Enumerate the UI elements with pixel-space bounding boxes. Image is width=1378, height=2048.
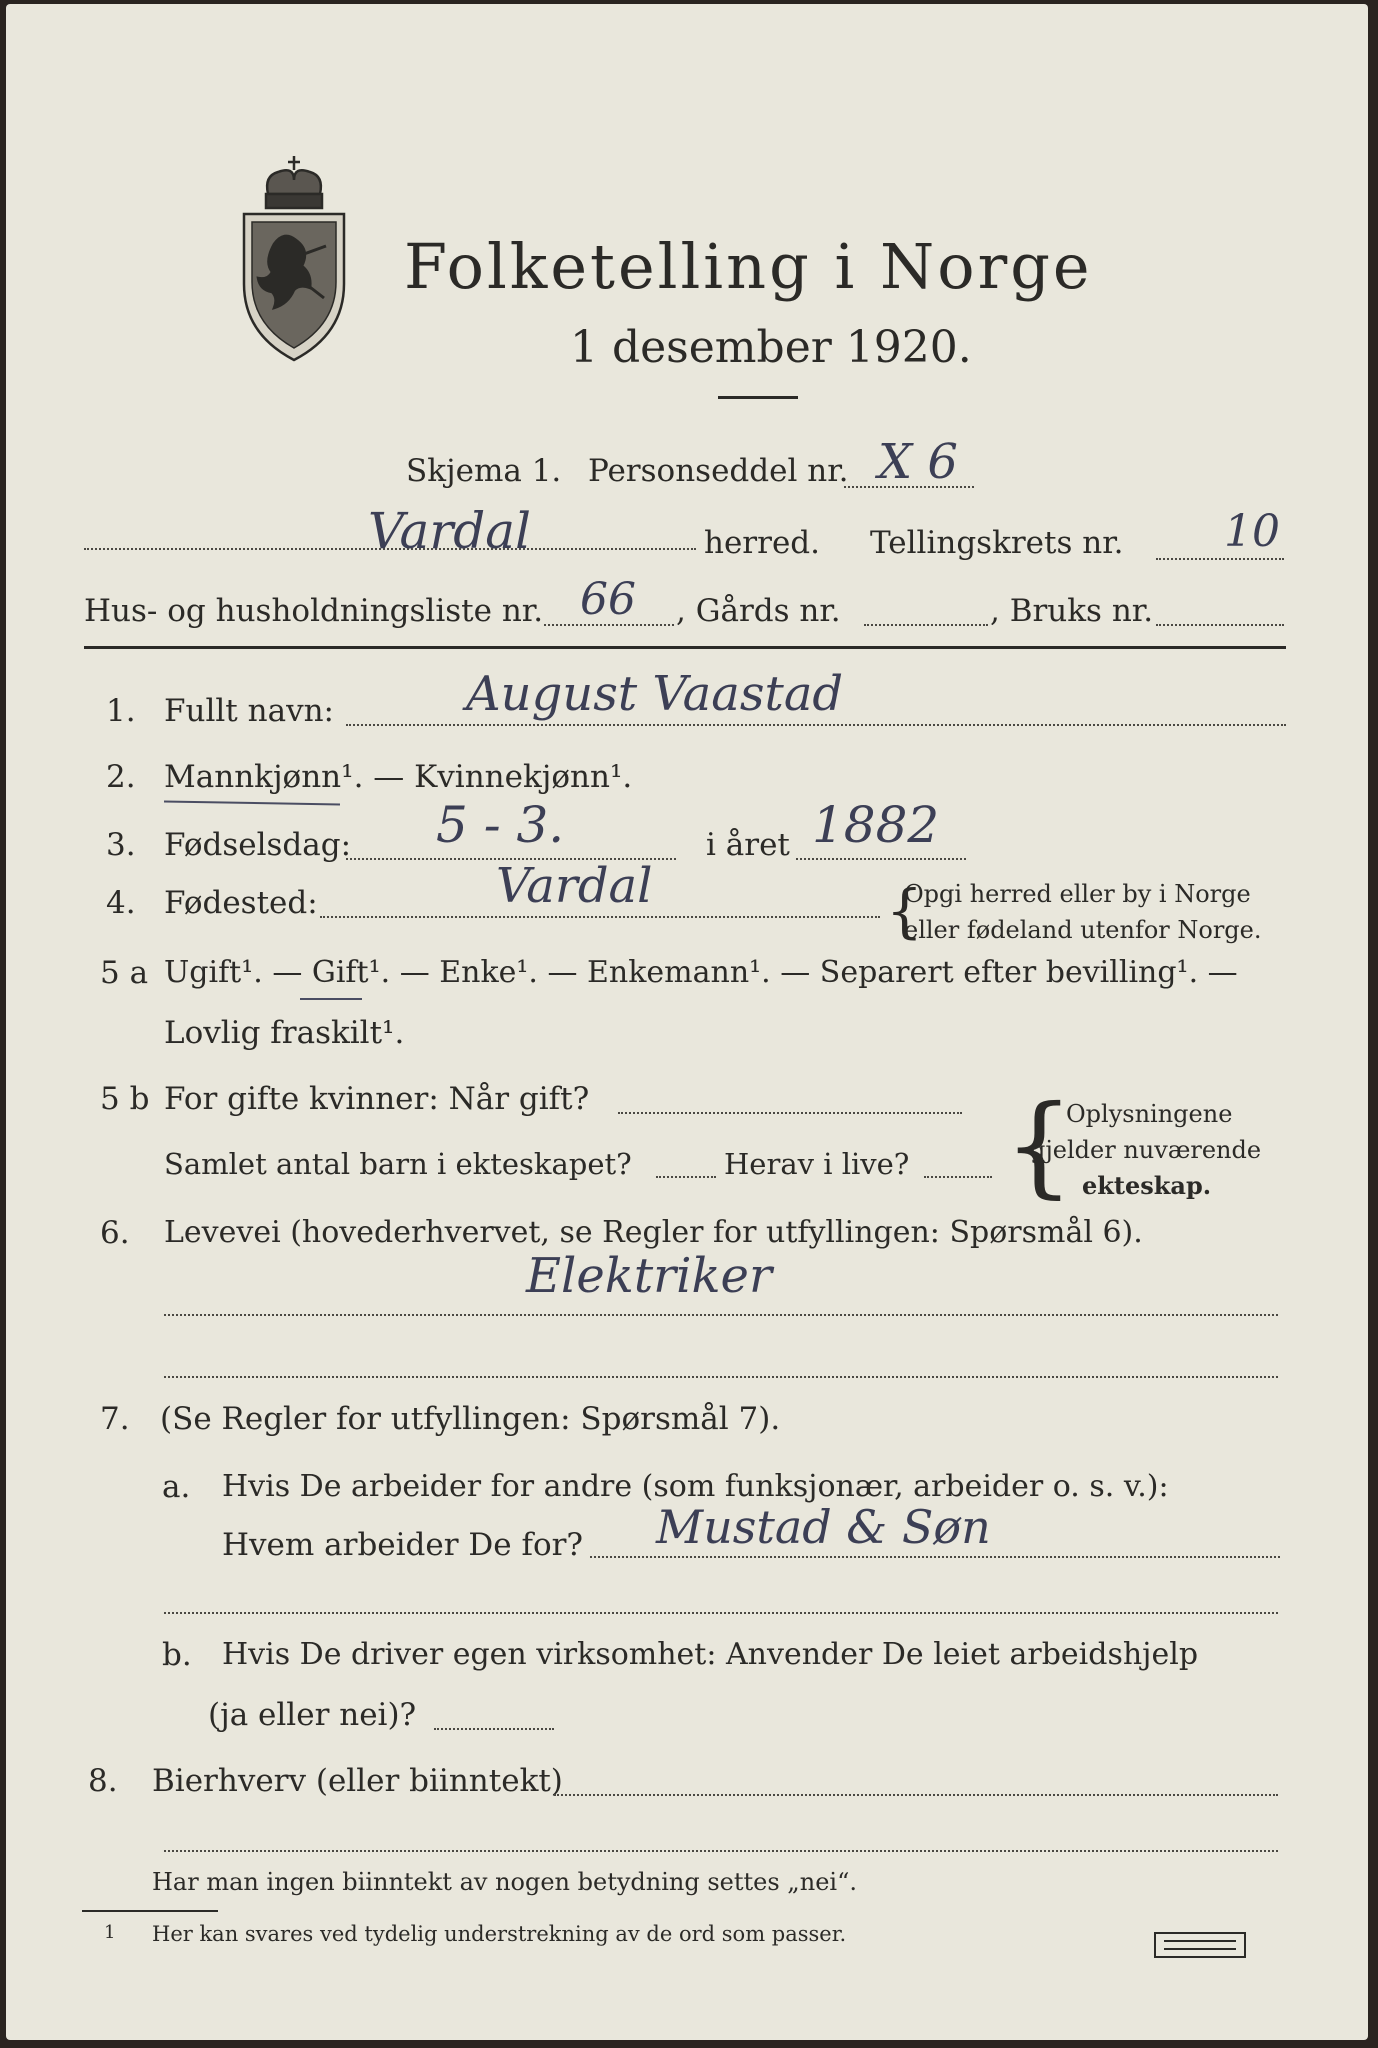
q5a-number: 5 a [100,955,149,991]
q5b-line2a: Samlet antal barn i ekteskapet? [164,1147,632,1181]
q4-number: 4. [106,885,136,921]
q3-year-label: i året [706,827,790,863]
q5b-line2b: Herav i live? [724,1147,910,1181]
q5b-line1: For gifte kvinner: Når gift? [164,1081,590,1117]
q1-label: Fullt navn: [164,693,334,729]
q2-label: Mannkjønn¹. — Kvinnekjønn¹. [164,759,633,795]
printer-stamp-icon [1154,1932,1246,1958]
q7a-line2: Hvem arbeider De for? [222,1527,584,1563]
q7a-value: Mustad & Søn [656,1500,991,1554]
q5b-number: 5 b [100,1081,150,1117]
q5a-line1: Ugift¹. — Gift¹. — Enke¹. — Enkemann¹. — Separert efter bevilling¹. — [164,955,1238,990]
norwegian-coat-of-arms-icon [234,154,354,364]
bottom-note: Har man ingen biinntekt av nogen betydning settes „nei“. [152,1868,857,1896]
q5a-underline-gift [300,998,362,1000]
bruks-line [1156,624,1284,626]
q7b-line1: Hvis De driver egen virksomhet: Anvender De leiet arbeidshjelp [222,1637,1199,1672]
personseddel-value: X 6 [878,434,958,490]
q3-number: 3. [106,827,136,863]
q5b-note-line3: ekteskap. [1082,1171,1212,1200]
q5b-live-line [924,1176,992,1178]
tellingskrets-value: 10 [1224,506,1280,557]
q4-brace: { [886,877,923,945]
header-rule [84,646,1286,649]
q3-value: 5 - 3. [436,796,565,854]
q7-label: (Se Regler for utfyllingen: Spørsmål 7). [160,1401,781,1437]
q3-year-value: 1882 [812,796,940,854]
q5b-barn-line [656,1176,716,1178]
husliste-label: Hus- og husholdningsliste nr. [84,593,544,629]
q5a-line2: Lovlig fraskilt¹. [164,1015,405,1051]
skjema-label: Skjema 1. [406,453,562,489]
form-date: 1 desember 1920. [570,322,972,373]
tellingskrets-line [1156,558,1284,560]
q8-label: Bierhverv (eller biinntekt) [152,1763,563,1799]
q7b-line2: (ja eller nei)? [208,1697,417,1733]
tellingskrets-label: Tellingskrets nr. [870,525,1124,561]
q4-note-line2: eller fødeland utenfor Norge. [904,916,1262,944]
q7b-line [434,1728,554,1730]
footnote-number: 1 [104,1922,116,1943]
q5b-note-line2: gjelder nuværende [1030,1136,1262,1164]
q3-year-line [796,858,966,860]
q6-label: Levevei (hovederhvervet, se Regler for utfyllingen: Spørsmål 6). [164,1215,1143,1250]
q7b-number: b. [162,1637,192,1673]
herred-value: Vardal [368,502,532,560]
personseddel-label: Personseddel nr. [588,453,849,489]
herred-label: herred. [704,525,820,561]
q7-number: 7. [100,1401,130,1437]
q2-underline-mannkjonn [164,800,340,805]
title-divider [718,396,798,399]
q4-line [320,916,880,918]
footnote-text: Her kan svares ved tydelig understrekning av de ord som passer. [152,1922,847,1946]
q7a-number: a. [162,1469,191,1505]
q5b-gift-line [618,1112,962,1114]
census-form-page [6,4,1368,2040]
q1-number: 1. [106,693,136,729]
q8-line2 [164,1850,1278,1852]
q4-label: Fødested: [164,885,318,921]
q7a-extra-line [164,1612,1278,1614]
gards-line [864,624,988,626]
q6-number: 6. [100,1215,130,1251]
q3-label: Fødselsdag: [164,827,352,863]
bruks-label: , Bruks nr. [990,593,1154,629]
q5b-brace: { [1004,1081,1074,1209]
q7a-line1: Hvis De arbeider for andre (som funksjonær, arbeider o. s. v.): [222,1469,1169,1504]
q4-value: Vardal [496,858,653,914]
q2-number: 2. [106,759,136,795]
q1-line [346,724,1286,726]
gards-label: , Gårds nr. [676,593,841,629]
q8-line1 [554,1794,1278,1796]
husliste-value: 66 [580,574,636,625]
footnote-rule [82,1910,218,1912]
q6-line2 [164,1376,1278,1378]
q7a-line [590,1556,1280,1558]
q5b-note-line1: Oplysningene [1066,1100,1233,1128]
q6-value: Elektriker [526,1248,772,1304]
q1-value: August Vaastad [466,666,844,722]
q8-number: 8. [88,1763,118,1799]
form-title: Folketelling i Norge [404,230,1093,303]
q6-line1 [164,1314,1278,1316]
q4-note-line1: Opgi herred eller by i Norge [904,880,1251,908]
